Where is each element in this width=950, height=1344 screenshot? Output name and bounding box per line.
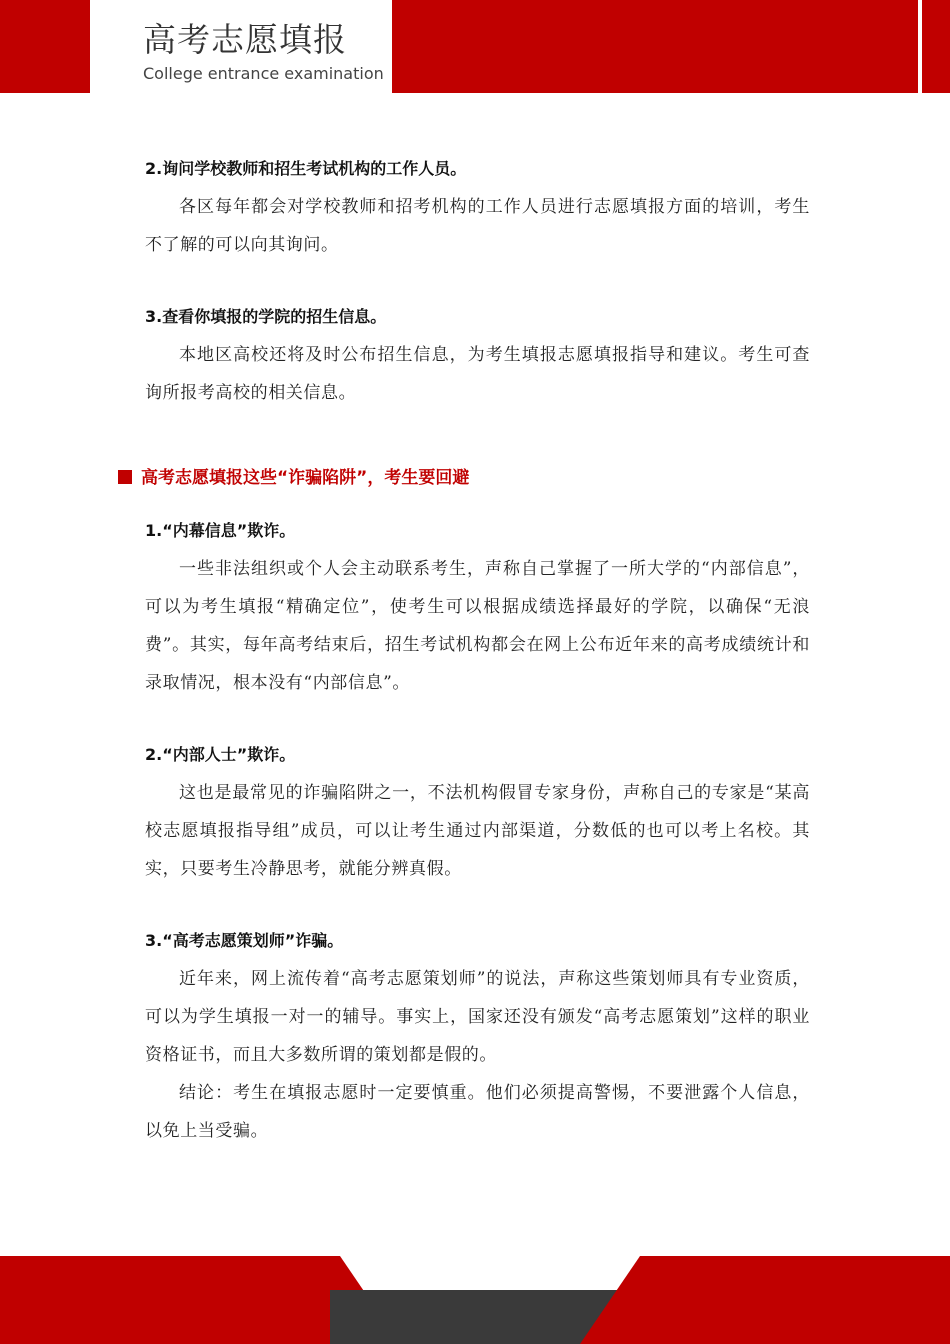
conclusion-paragraph: 结论：考生在填报志愿时一定要慎重。他们必须提高警惕，不要泄露个人信息，以免上当受骗。 bbox=[145, 1083, 810, 1141]
page-title: 高考志愿填报 bbox=[143, 20, 347, 59]
item-heading-2: 2.询问学校教师和招生考试机构的工作人员。 bbox=[145, 159, 467, 178]
fraud-paragraph-3: 近年来，网上流传着“高考志愿策划师”的说法，声称这些策划师具有专业资质，可以为学生填报一对一的辅导。事实上，国家还没有颁发“高考志愿策划”这样的职业资格证书，而且大多数所谓的策划都是假的。 bbox=[145, 969, 810, 1065]
fraud-heading-3: 3.“高考志愿策划师”诈骗。 bbox=[145, 931, 344, 950]
header-left-bar bbox=[0, 0, 90, 93]
header-edge-bar bbox=[922, 0, 950, 93]
fraud-paragraph-2: 这也是最常见的诈骗陷阱之一，不法机构假冒专家身份，声称自己的专家是“某高校志愿填报指导组”成员，可以让考生通过内部渠道，分数低的也可以考上名校。其实，只要考生冷静思考，就能分辨真假。 bbox=[145, 783, 810, 879]
fraud-heading-2: 2.“内部人士”欺诈。 bbox=[145, 745, 296, 764]
footer-middle-bar bbox=[330, 1290, 630, 1344]
item-heading-3: 3.查看你填报的学院的招生信息。 bbox=[145, 307, 387, 326]
article-body bbox=[141, 150, 810, 1150]
page-subtitle: College entrance examination bbox=[143, 64, 384, 83]
header-right-bar bbox=[392, 0, 918, 93]
fraud-paragraph-1: 一些非法组织或个人会主动联系考生，声称自己掌握了一所大学的“内部信息”，可以为考生填报“精确定位”，使考生可以根据成绩选择最好的学院，以确保“无浪费”。其实，每年高考结束后，招生考试机构都会在网上公布近年来的高考成绩统计和录取情况，根本没有“内部信息”。 bbox=[145, 559, 810, 693]
item-paragraph-3: 本地区高校还将及时公布招生信息，为考生填报志愿填报指导和建议。考生可查询所报考高校的相关信息。 bbox=[145, 345, 810, 403]
item-paragraph-2: 各区每年都会对学校教师和招考机构的工作人员进行志愿填报方面的培训，考生不了解的可以向其询问。 bbox=[145, 197, 810, 255]
square-bullet-icon bbox=[118, 470, 132, 484]
section-title: 高考志愿填报这些“诈骗陷阱”，考生要回避 bbox=[141, 468, 470, 488]
fraud-heading-1: 1.“内幕信息”欺诈。 bbox=[145, 521, 296, 540]
footer-right-bar bbox=[580, 1256, 950, 1344]
section-heading bbox=[118, 458, 810, 498]
